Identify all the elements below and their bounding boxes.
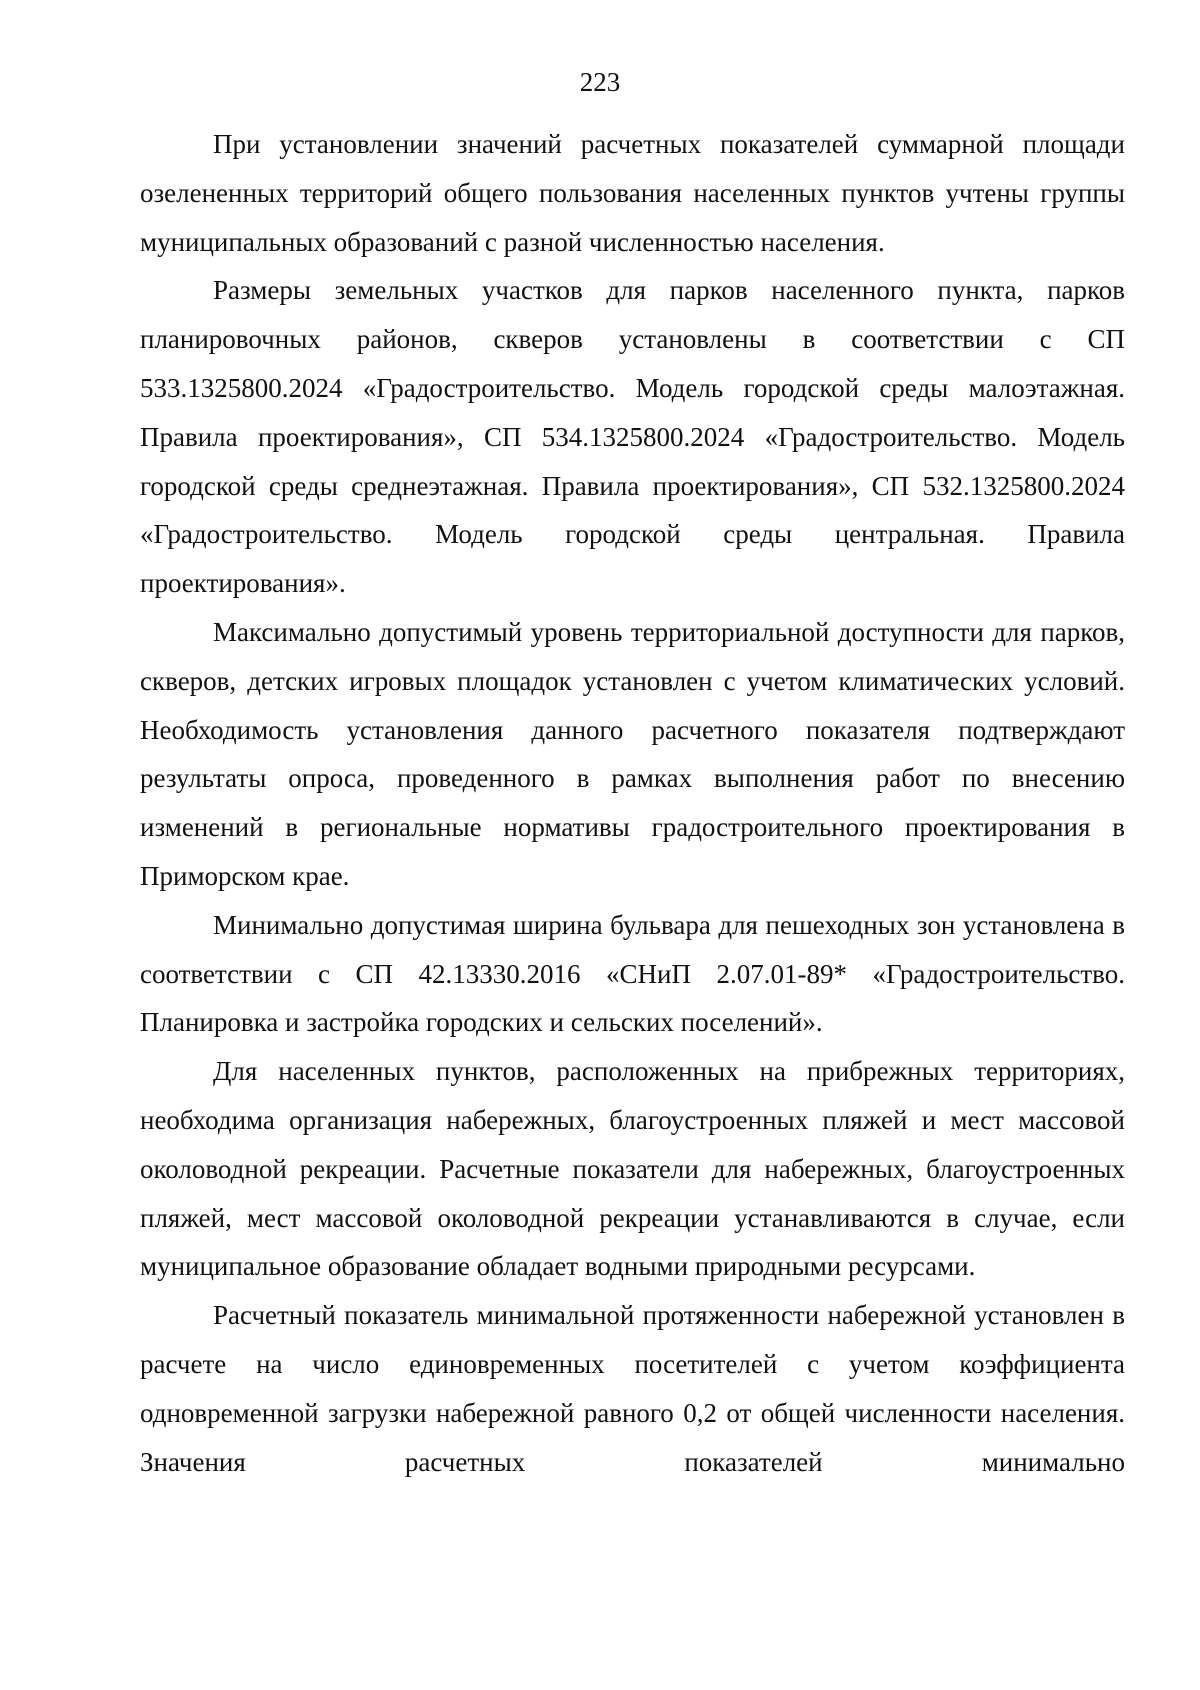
paragraph-accessibility: Максимально допустимый уровень территориальной доступности для парков, скверов, детских игровых площадок установлен с учетом климатических условий. Необходимость установления данного расчетного показателя подтверждают результаты опроса, проведенного в рамках выполнения работ по внесению изменений в региональные нормативы градостроительного проектирования в Приморском крае. [140,616,1125,891]
document-body [140,120,1125,1486]
page-number: 223 [579,67,621,97]
paragraph-green-areas: При установлении значений расчетных показателей суммарной площади озелененных территорий общего пользования населенных пунктов учтены группы муниципальных образований с разной численностью населения. [140,129,1125,257]
paragraph-embankment-length: Расчетный показатель минимальной протяженности набережной установлен в расчете на число единовременных посетителей с учетом коэффициента одновременной загрузки набережной равного 0,2 от общей численности населения. Значения расчетных показателей минимально [140,1300,1125,1477]
paragraph-park-sizes: Размеры земельных участков для парков населенного пункта, парков планировочных районов, скверов установлены в соответствии с СП 533.1325800.2024 «Градостроительство. Модель городской среды малоэтажная. Правила проектирования», СП 534.1325800.2024 «Градостроительство. Модель городской среды среднеэтажная. Правила проектирования», СП 532.1325800.2024 «Градостроительство. Модель городской среды центральная. Правила проектирования». [140,275,1125,599]
paragraph-boulevard-width: Минимально допустимая ширина бульвара для пешеходных зон установлена в соответствии с СП 42.13330.2016 «СНиП 2.07.01-89* «Градостроительство. Планировка и застройка городских и сельских поселений». [140,909,1125,1038]
paragraph-coastal-areas: Для населенных пунктов, расположенных на прибрежных территориях, необходима организация набережных, благоустроенных пляжей и мест массовой околоводной рекреации. Расчетные показатели для набережных, благоустроенных пляжей, мест массовой околоводной рекреации устанавливаются в случае, если муниципальное образование обладает водными природными ресурсами. [140,1056,1125,1282]
